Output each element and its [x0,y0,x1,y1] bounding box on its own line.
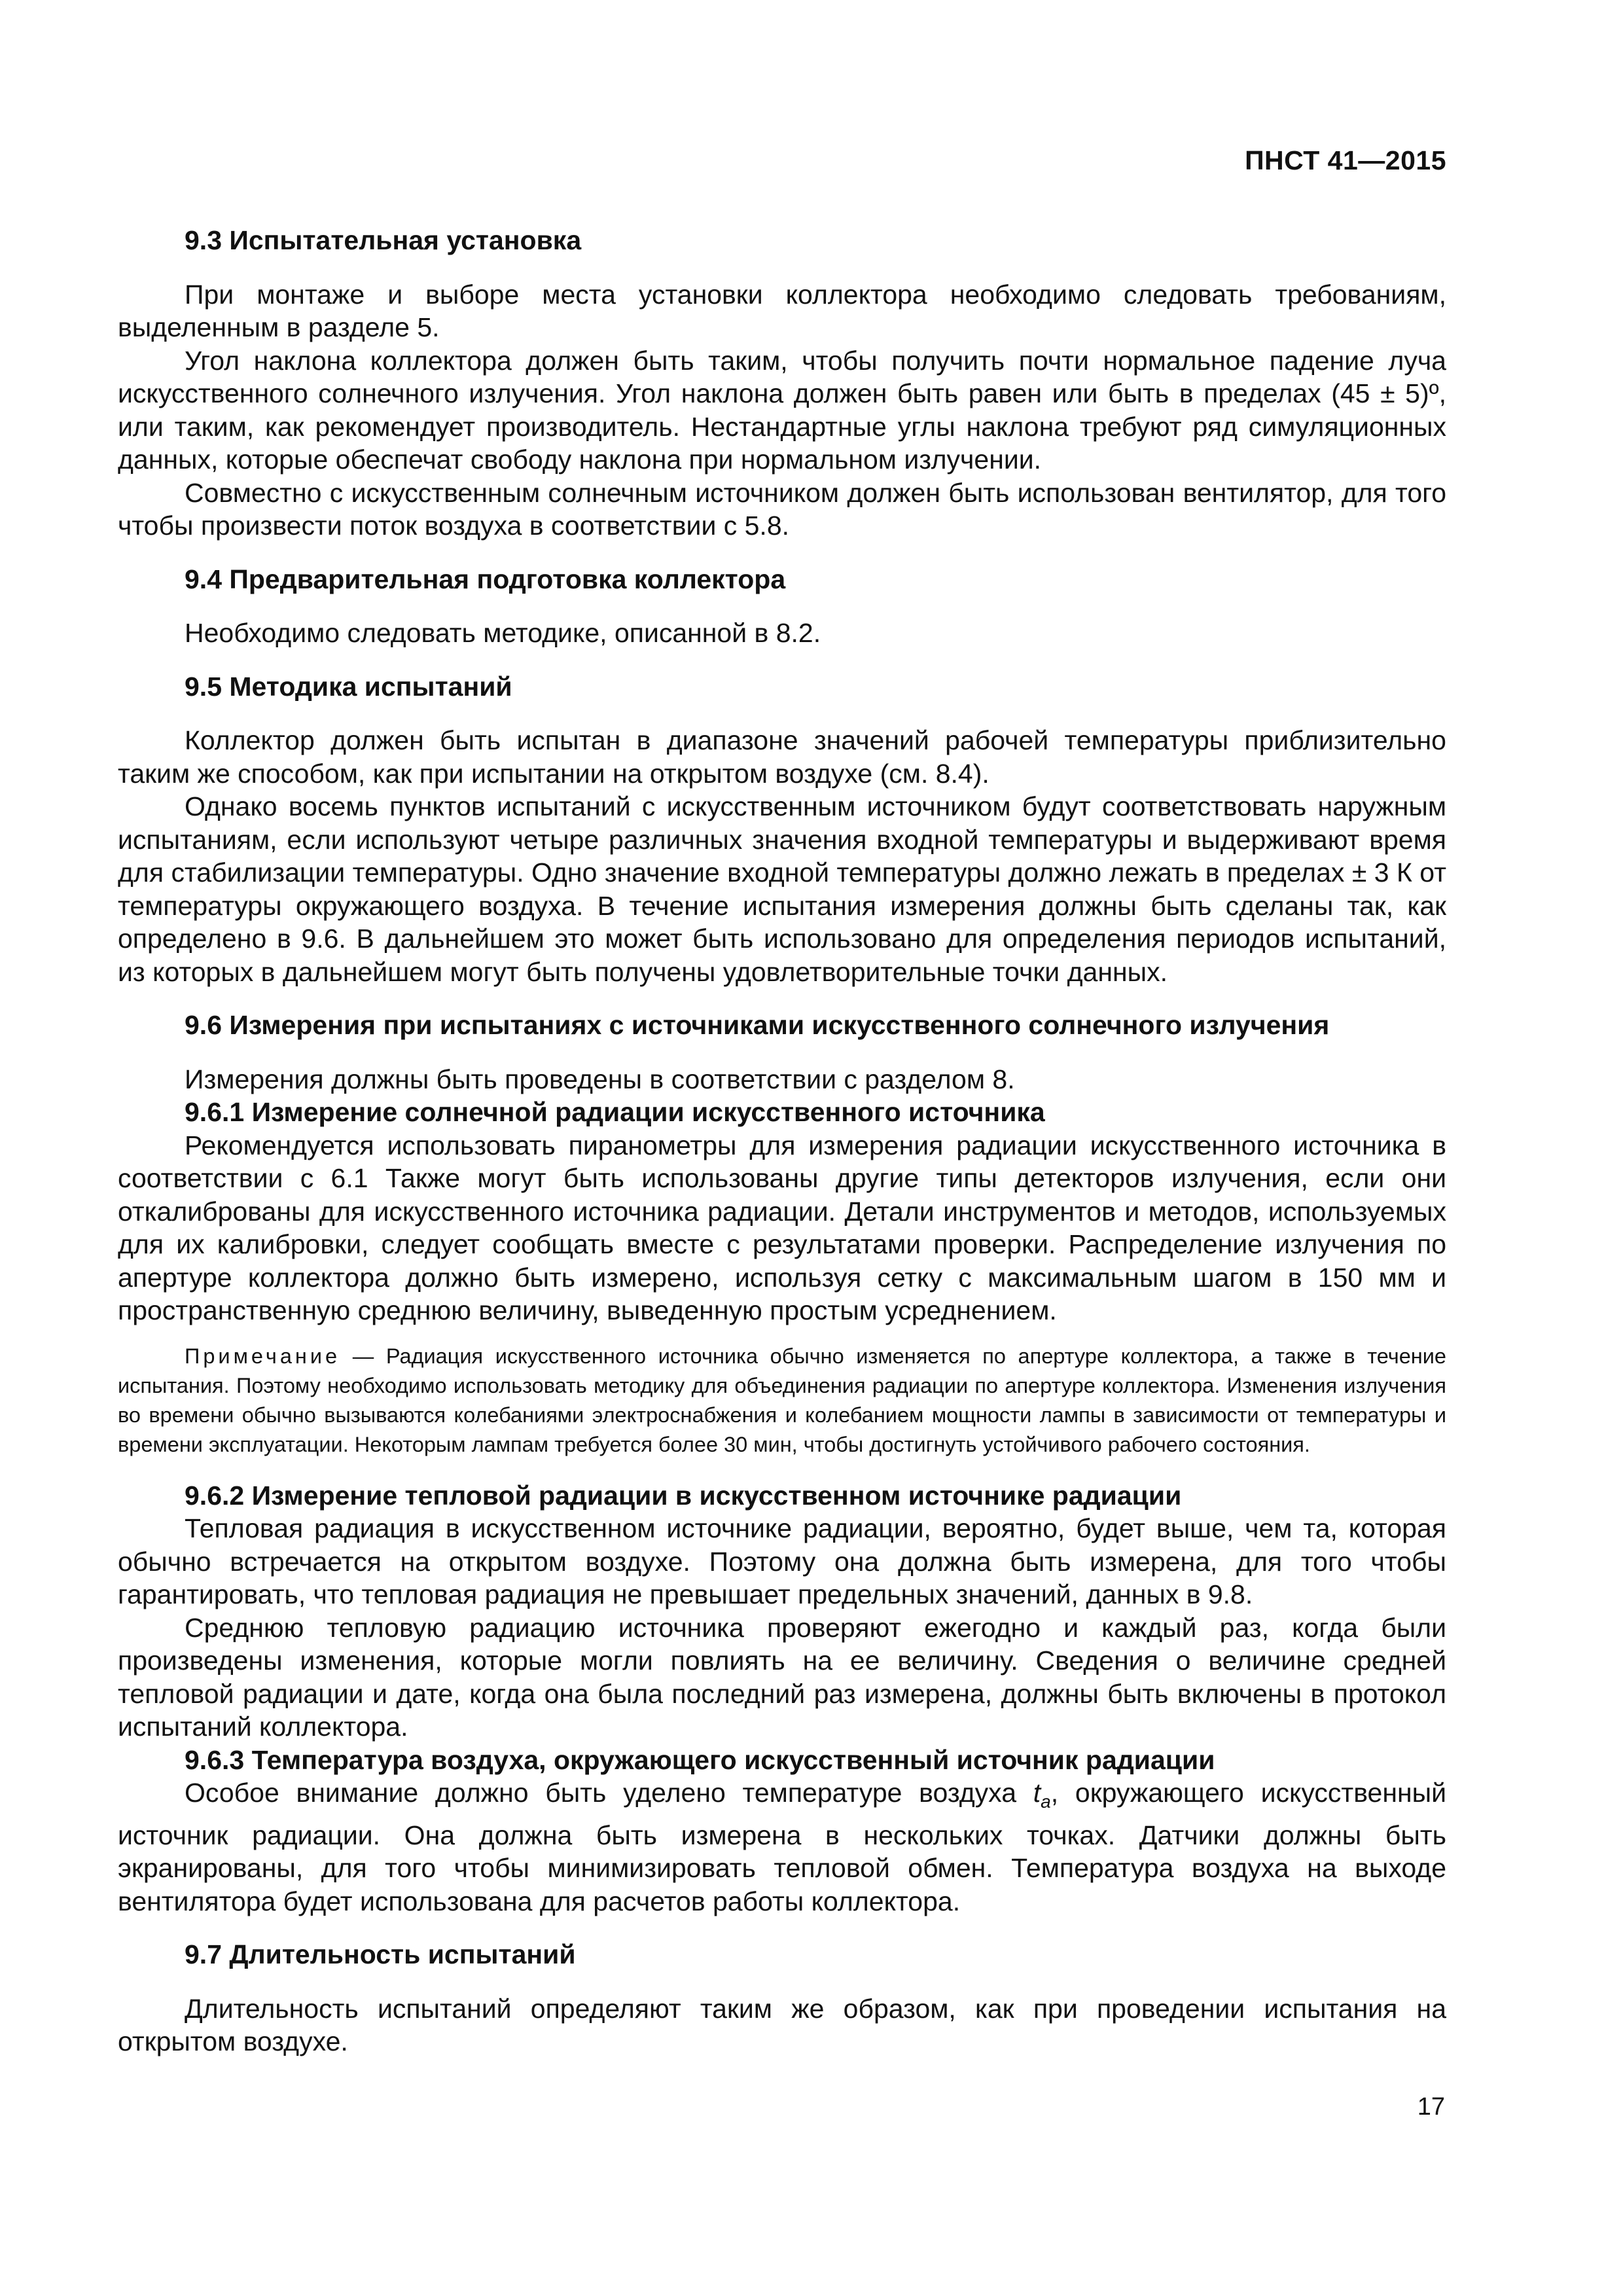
air-temperature-letter: t [1033,1778,1041,1808]
section-9-6-3-title: 9.6.3 Температура воздуха, окружающего искусственный источник радиации [185,1744,1215,1775]
section-9-3-paragraph-1: При монтаже и выборе места установки коллектора необходимо следовать требованиям, выделенным в разделе 5. [118,279,1446,342]
section-9-5-paragraph-1: Коллектор должен быть испытан в диапазоне значений рабочей температуры приблизительно таким же способом, как при испытании на открытом воздухе (см. 8.4). [118,725,1446,789]
air-temperature-subscript: a [1041,1791,1051,1812]
section-9-6-2-paragraph-1: Тепловая радиация в искусственном источнике радиации, вероятно, будет выше, чем та, которая обычно встречается на открытом воздухе. Поэтому она должна быть измерена, для того чтобы гарантировать, что тепловая радиация не превышает предельных значений, данных в 9.8. [118,1513,1446,1609]
section-9-4-paragraph-1: Необходимо следовать методике, описанной в 8.2. [185,618,821,648]
note-text: — Радиация искусственного источника обычно изменяется по апертуре коллектора, а также в течение испытания. Поэтому необходимо использовать методику для объединения радиации по апертуре коллектора. Изменения излучения во времени обычно вызываются колебаниями электроснабжения и колебанием мощности лампы в зависимости от температуры и времени эксплуатации. Некоторым лампам требуется более 30 мин, чтобы достигнуть устойчивого рабочего состояния. [118,1344,1446,1456]
document-code: ПНСТ 41—2015 [1245,145,1446,175]
section-9-6-2-title: 9.6.2 Измерение тепловой радиации в искусственном источнике радиации [185,1480,1182,1511]
page-number: 17 [1417,2093,1445,2121]
section-9-5-paragraph-2: Однако восемь пунктов испытаний с искусственным источником будут соответствовать наружным испытаниям, если используют четыре различных значения входной температуры и выдерживают время для стабилизации температуры. Одно значение входной температуры должно лежать в пределах ± 3 К от температуры окружающего воздуха. В течение испытания измерения должны быть сделаны так, как определено в 9.6. В дальнейшем это может быть использовано для определения периодов испытаний, из которых в дальнейшем могут быть получены удовлетворительные точки данных. [118,791,1446,987]
section-9-6-title: 9.6 Измерения при испытаниях с источниками искусственного солнечного излучения [185,1010,1330,1040]
section-9-6-2-paragraph-2: Среднюю тепловую радиацию источника проверяют ежегодно и каждый раз, когда были произведены изменения, которые могли повлиять на ее величину. Сведения о величине средней тепловой радиации и дате, когда она была последний раз измерена, должны быть включены в протокол испытаний коллектора. [118,1612,1446,1742]
note [118,1342,1446,1460]
section-9-6-3-paragraph-1 [118,1776,1446,1918]
section-9-7-paragraph-1: Длительность испытаний определяют таким же образом, как при проведении испытания на открытом воздухе. [118,1993,1446,2056]
note-label: Примечание [185,1344,341,1368]
section-9-6-paragraph-1: Измерения должны быть проведены в соответствии с разделом 8. [185,1064,1015,1094]
section-9-3-paragraph-3: Совместно с искусственным солнечным источником должен быть использован вентилятор, для того чтобы произвести поток воздуха в соответствии с 5.8. [118,477,1446,541]
section-9-3-title: 9.3 Испытательная установка [185,225,582,255]
section-9-7-title: 9.7 Длительность испытаний [185,1939,576,1969]
section-9-6-3-text-before: Особое внимание должно быть уделено температуре воздуха [185,1778,1033,1808]
air-temperature-symbol [1033,1778,1051,1812]
section-9-5-title: 9.5 Методика испытаний [185,671,512,702]
document-body [118,224,1446,2058]
section-9-6-1-paragraph-1: Рекомендуется использовать пиранометры для измерения радиации искусственного источника в соответствии с 6.1 Также могут быть использованы другие типы детекторов излучения, если они откалиброваны для искусственного источника радиации. Детали инструментов и методов, используемых для их калибровки, следует сообщать вместе с результатами проверки. Распределение излучения по апертуре коллектора должно быть измерено, используя сетку с максимальным шагом в 150 мм и пространственную среднюю величину, выведенную простым усреднением. [118,1130,1446,1325]
section-9-6-3-text-after: , окружающего искусственный источник радиации. Она должна быть измерена в нескольких точках. Датчики должны быть экранированы, для того чтобы минимизировать тепловой обмен. Температура воздуха на выходе вентилятора будет использована для расчетов работы коллектора. [118,1778,1446,1916]
section-9-3-paragraph-2: Угол наклона коллектора должен быть таким, чтобы получить почти нормальное падение луча искусственного солнечного излучения. Угол наклона должен быть равен или быть в пределах (45 ± 5)º, или таким, как рекомендует производитель. Нестандартные углы наклона требуют ряд симуляционных данных, которые обеспечат свободу наклона при нормальном излучении. [118,345,1446,475]
section-9-6-1-title: 9.6.1 Измерение солнечной радиации искусственного источника [185,1097,1045,1127]
section-9-4-title: 9.4 Предварительная подготовка коллектора [185,564,786,594]
